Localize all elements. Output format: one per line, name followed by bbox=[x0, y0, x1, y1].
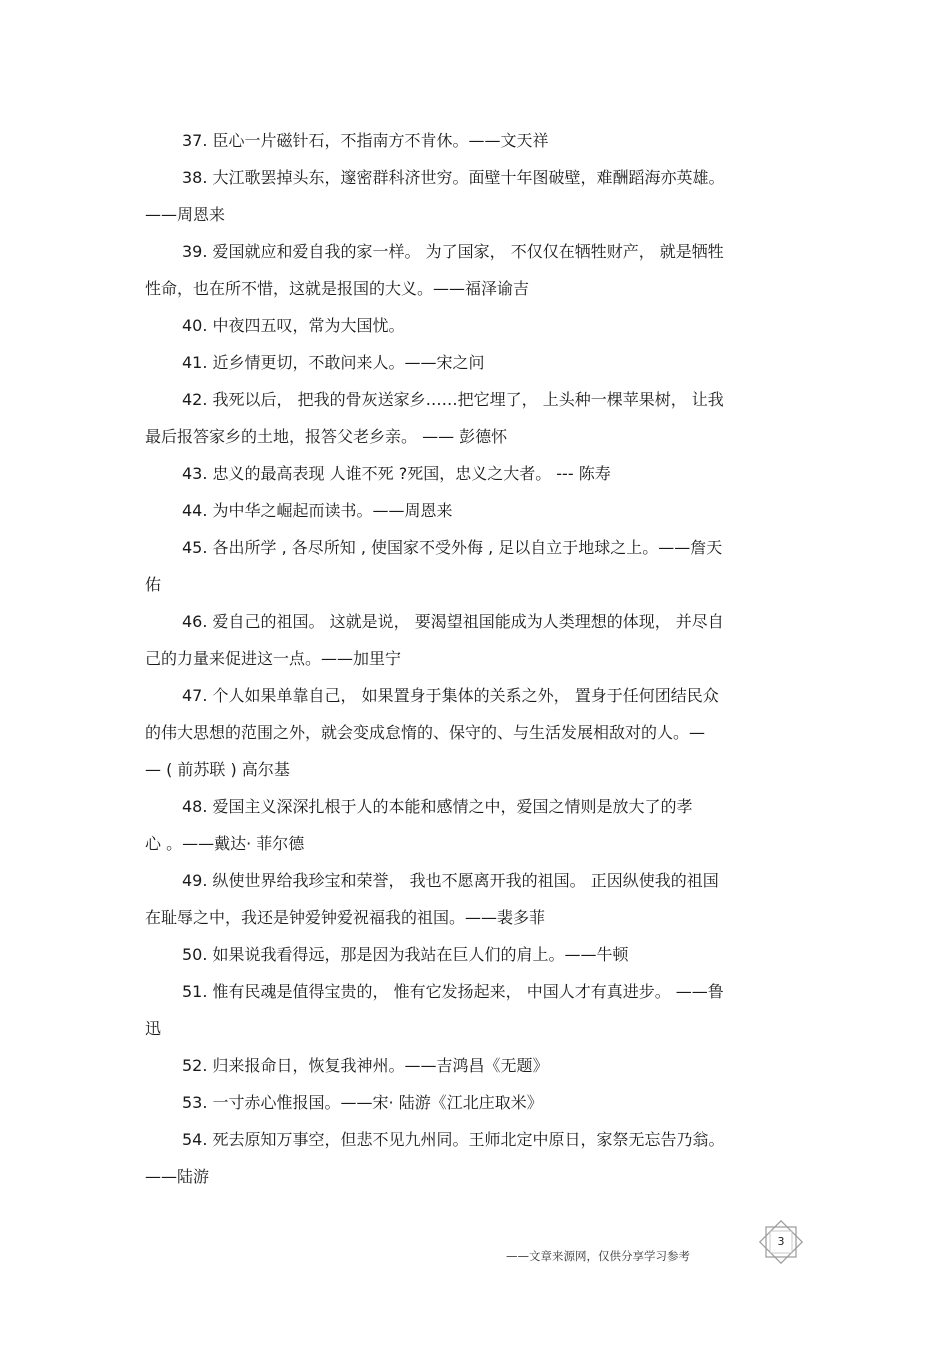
footer-source-note: ——文章来源网，仅供分享学习参考 bbox=[506, 1249, 690, 1263]
quote-entry bbox=[145, 677, 807, 788]
quote-line: 50. 如果说我看得远，那是因为我站在巨人们的肩上。——牛顿 bbox=[182, 945, 629, 964]
quote-entry bbox=[145, 307, 807, 344]
quote-line: 45. 各出所学 , 各尽所知 , 使国家不受外侮 , 足以自立于地球之上。——詹天 bbox=[182, 538, 723, 557]
quote-line: 佑 bbox=[145, 575, 162, 594]
quote-entry bbox=[145, 529, 807, 603]
quote-entry bbox=[145, 1121, 807, 1195]
quote-line: 己的力量来促进这一点。——加里宁 bbox=[145, 649, 402, 668]
quote-line: 39. 爱国就应和爱自我的家一样。 为了国家， 不仅仅在牺牲财产， 就是牺牲 bbox=[182, 242, 724, 261]
quote-line: 最后报答家乡的土地，报答父老乡亲。 —— 彭德怀 bbox=[145, 427, 508, 446]
quote-line: 42. 我死以后， 把我的骨灰送家乡……把它埋了， 上头种一棵苹果树， 让我 bbox=[182, 390, 724, 409]
quote-line: 的伟大思想的范围之外，就会变成怠惰的、保守的、与生活发展相敌对的人。— bbox=[145, 723, 706, 742]
quote-line: 46. 爱自己的祖国。 这就是说， 要渴望祖国能成为人类理想的体现， 并尽自 bbox=[182, 612, 724, 631]
quote-list bbox=[145, 122, 807, 1195]
quote-entry bbox=[145, 973, 807, 1047]
quote-line: 37. 臣心一片磁针石，不指南方不肯休。——文天祥 bbox=[182, 131, 549, 150]
quote-line: ——周恩来 bbox=[145, 205, 226, 224]
quote-line: 47. 个人如果单靠自己， 如果置身于集体的关系之外， 置身于任何团结民众 bbox=[182, 686, 719, 705]
quote-entry bbox=[145, 862, 807, 936]
quote-line: 51. 惟有民魂是值得宝贵的， 惟有它发扬起来， 中国人才有真进步。 ——鲁 bbox=[182, 982, 724, 1001]
quote-line: 性命，也在所不惜，这就是报国的大义。——福泽谕吉 bbox=[145, 279, 530, 298]
quote-line: 在耻辱之中，我还是钟爱钟爱祝福我的祖国。——裴多菲 bbox=[145, 908, 546, 927]
quote-entry bbox=[145, 122, 807, 159]
quote-line: 40. 中夜四五叹，常为大国忧。 bbox=[182, 316, 405, 335]
quote-entry bbox=[145, 1047, 807, 1084]
quote-line: 43. 忠义的最高表现 人谁不死 ?死国，忠义之大者。 --- 陈寿 bbox=[182, 464, 611, 483]
quote-entry bbox=[145, 936, 807, 973]
quote-line: ——陆游 bbox=[145, 1167, 210, 1186]
page-number-badge bbox=[757, 1220, 805, 1264]
quote-line: 心 。——戴达· 菲尔德 bbox=[145, 834, 305, 853]
quote-line: 38. 大江歌罢掉头东，邃密群科济世穷。面壁十年图破壁，难酬蹈海亦英雄。 bbox=[182, 168, 725, 187]
quote-line: 52. 归来报命日，恢复我神州。——吉鸿昌《无题》 bbox=[182, 1056, 549, 1075]
quote-entry bbox=[145, 1084, 807, 1121]
quote-line: 54. 死去原知万事空，但悲不见九州同。王师北定中原日，家祭无忘告乃翁。 bbox=[182, 1130, 725, 1149]
quote-line: — ( 前苏联 ) 高尔基 bbox=[145, 760, 290, 779]
quote-line: 44. 为中华之崛起而读书。——周恩来 bbox=[182, 501, 453, 520]
quote-entry bbox=[145, 233, 807, 307]
quote-entry bbox=[145, 381, 807, 455]
quote-line: 48. 爱国主义深深扎根于人的本能和感情之中，爱国之情则是放大了的孝 bbox=[182, 797, 693, 816]
quote-entry bbox=[145, 788, 807, 862]
quote-entry bbox=[145, 455, 807, 492]
quote-entry bbox=[145, 159, 807, 233]
quote-entry bbox=[145, 492, 807, 529]
quote-line: 49. 纵使世界给我珍宝和荣誉， 我也不愿离开我的祖国。 正因纵使我的祖国 bbox=[182, 871, 719, 890]
quote-entry bbox=[145, 344, 807, 381]
quote-line: 迅 bbox=[145, 1019, 162, 1038]
quote-line: 41. 近乡情更切，不敢问来人。——宋之问 bbox=[182, 353, 485, 372]
page-number: 3 bbox=[777, 1235, 785, 1248]
quote-entry bbox=[145, 603, 807, 677]
quote-line: 53. 一寸赤心惟报国。——宋· 陆游《江北庄取米》 bbox=[182, 1093, 543, 1112]
